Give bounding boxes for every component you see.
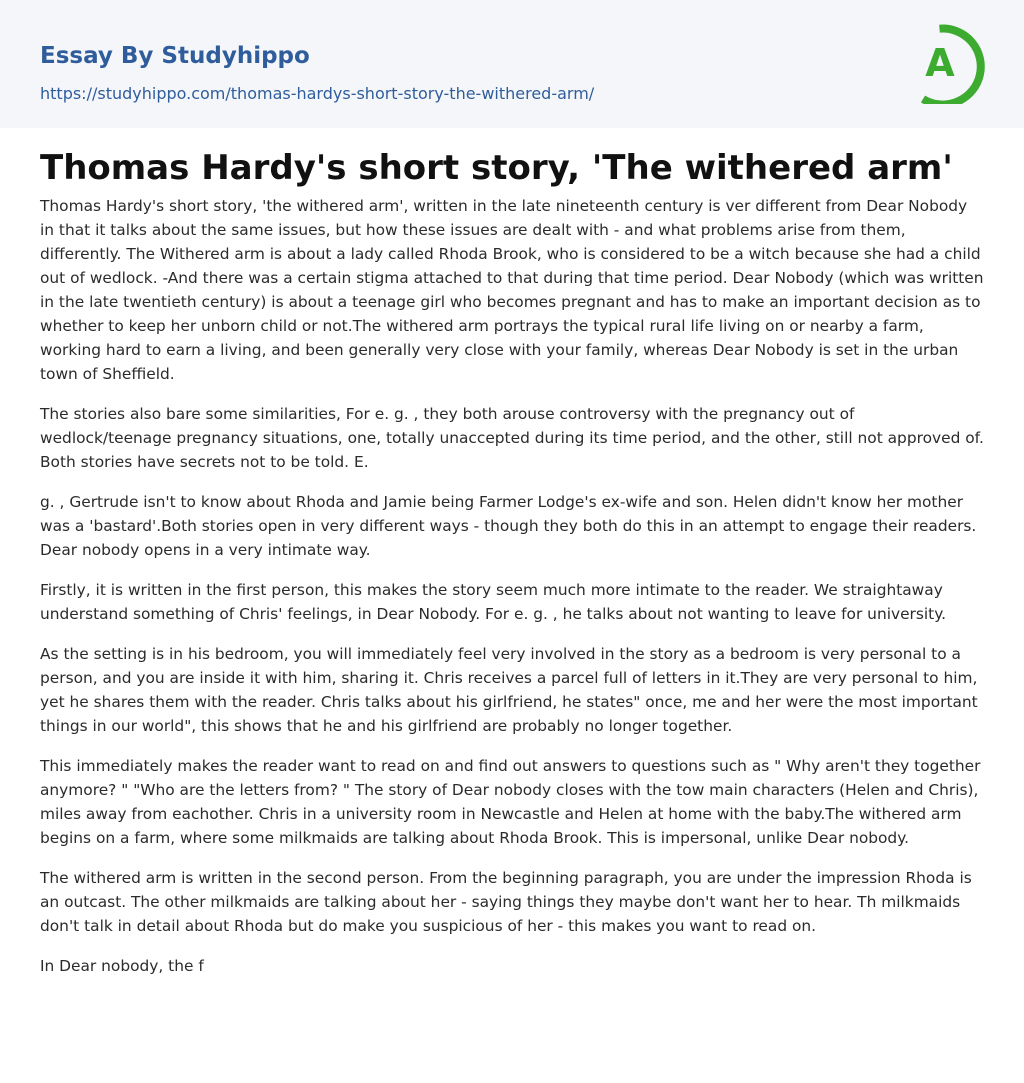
logo-svg <box>914 20 986 104</box>
paragraph-2: The stories also bare some similarities, For e. g. , they both arouse controversy with the pregnancy out of wedlock/teenage pregnancy situations, one, totally unaccepted during its time period, and the other, still not approved of. Both stories have secrets not to be told. E. <box>40 405 984 471</box>
paragraph-8: In Dear nobody, the f <box>40 957 204 975</box>
page-title: Thomas Hardy's short story, 'The withered arm' <box>40 148 953 188</box>
paragraph-1: Thomas Hardy's short story, 'the withered arm', written in the late nineteenth century is ver different from Dear Nobody in that it talks about the same issues, but how these issues are dealt with - and what problems arise from them, differently. The Withered arm is about a lady called Rhoda Brook, who is considered to be a witch because she had a child out of wedlock. -And there was a certain stigma attached to that during that time period. Dear Nobody (which was written in the late twentieth century) is about a teenage girl who becomes pregnant and has to make an important decision as to whether to keep her unborn child or not.The withered arm portrays the typical rural life living on or nearby a farm, working hard to earn a living, and been generally very close with your family, whereas Dear Nobody is set in the urban town of Sheffield. <box>40 197 984 383</box>
paragraph-3: g. , Gertrude isn't to know about Rhoda and Jamie being Farmer Lodge's ex-wife and son. Helen didn't know her mother was a 'bastard'.Both stories open in very different ways - though they both do this in an attempt to engage their readers. Dear nobody opens in a very intimate way. <box>40 493 977 559</box>
logo-letter: A <box>925 41 955 85</box>
paragraph-6: This immediately makes the reader want to read on and find out answers to questions such as " Why aren't they together anymore? " "Who are the letters from? " The story of Dear nobody closes with the tow main characters (Helen and Chris), miles away from eachother. Chris in a university room in Newcastle and Helen at home with the baby.The withered arm begins on a farm, where some milkmaids are talking about Rhoda Brook. This is impersonal, unlike Dear nobody. <box>40 757 981 847</box>
site-header <box>0 0 1024 128</box>
site-title: Essay By Studyhippo <box>40 43 310 69</box>
paragraph-5: As the setting is in his bedroom, you will immediately feel very involved in the story as a bedroom is very personal to a person, and you are inside it with him, sharing it. Chris receives a parcel full of letters in it.They are very personal to him, yet he shares them with the reader. Chris talks about his girlfriend, he states" once, me and her were the most important things in our world", this shows that he and his girlfriend are probably no longer together. <box>40 645 978 735</box>
studyhippo-logo-icon[interactable] <box>914 20 986 104</box>
paragraph-7: The withered arm is written in the second person. From the beginning paragraph, you are under the impression Rhoda is an outcast. The other milkmaids are talking about her - saying things they maybe don't want her to hear. Th milkmaids don't talk in detail about Rhoda but do make you suspicious of her - this makes you want to read on. <box>40 869 972 935</box>
article-url-link[interactable]: https://studyhippo.com/thomas-hardys-short-story-the-withered-arm/ <box>40 84 595 103</box>
article <box>0 148 1024 978</box>
paragraph-4: Firstly, it is written in the first person, this makes the story seem much more intimate to the reader. We straightaway understand something of Chris' feelings, in Dear Nobody. For e. g. , he talks about not wanting to leave for university. <box>40 581 947 623</box>
